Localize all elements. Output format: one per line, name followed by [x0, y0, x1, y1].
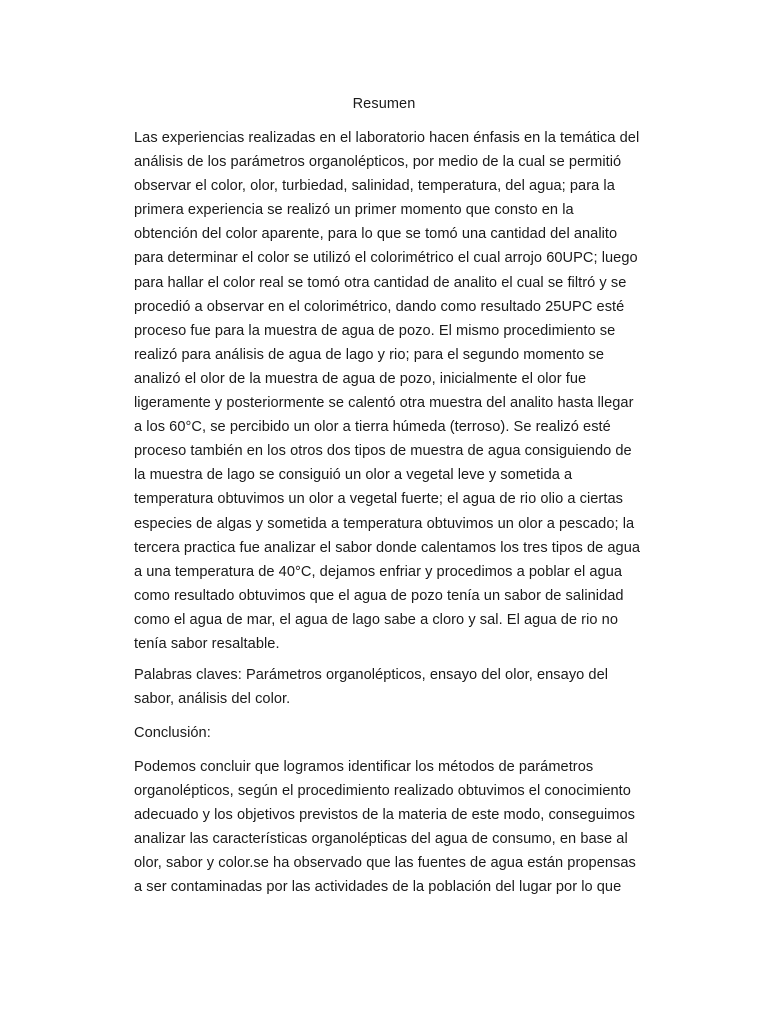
text-line: observar el color, olor, turbiedad, salinidad, temperatura, del agua; para la — [134, 178, 615, 195]
text-line: temperatura obtuvimos un olor a vegetal fuerte; el agua de rio olio a ciertas — [134, 491, 623, 508]
keywords-paragraph — [134, 663, 644, 711]
text-line: tercera practica fue analizar el sabor donde calentamos los tres tipos de agua — [134, 539, 641, 556]
text-line: como resultado obtuvimos que el agua de pozo tenía un sabor de salinidad — [134, 587, 624, 604]
text-line: adecuado y los objetivos previstos de la materia de este modo, conseguimos — [134, 807, 635, 824]
text-line: analizar las características organolépticas del agua de consumo, en base al — [134, 831, 628, 848]
text-line: sabor, análisis del color. — [134, 691, 291, 708]
text-line: primera experiencia se realizó un primer momento que consto en la — [134, 202, 574, 219]
text-line: obtención del color aparente, para lo que se tomó una cantidad del analito — [134, 226, 618, 243]
text-line: a ser contaminadas por las actividades de la población del lugar por lo que — [134, 879, 622, 896]
text-line: para determinar el color se utilizó el colorimétrico el cual arrojo 60UPC; luego — [134, 250, 638, 267]
text-line: a los 60°C, se percibido un olor a tierra húmeda (terroso). Se realizó esté — [134, 419, 611, 436]
text-line: Podemos concluir que logramos identificar los métodos de parámetros — [134, 759, 594, 775]
text-line: la muestra de lago se consiguió un olor a vegetal leve y sometida a — [134, 467, 573, 484]
text-line: analizó el olor de la muestra de agua de pozo, inicialmente el olor fue — [134, 370, 587, 387]
text-line: Las experiencias realizadas en el laboratorio hacen énfasis en la temática del — [134, 130, 640, 146]
text-line: ligeramente y posteriormente se calentó otra muestra del analito hasta llegar — [134, 395, 634, 412]
conclusion-paragraph — [134, 755, 644, 900]
text-line: análisis de los parámetros organolépticos, por medio de la cual se permitió — [134, 154, 622, 171]
text-line: a una temperatura de 40°C, dejamos enfriar y procedimos a poblar el agua — [134, 563, 623, 580]
text-line: Conclusión: — [134, 725, 211, 741]
conclusion-heading — [134, 721, 644, 745]
text-line: para hallar el color real se tomó otra cantidad de analito el cual se filtró y se — [134, 274, 627, 291]
text-line: Palabras claves: Parámetros organolépticos, ensayo del olor, ensayo del — [134, 667, 609, 683]
text-line: tenía sabor resaltable. — [134, 635, 280, 652]
text-line: especies de algas y sometida a temperatura obtuvimos un olor a pescado; la — [134, 515, 635, 532]
text-line: realizó para análisis de agua de lago y rio; para el segundo momento se — [134, 346, 605, 363]
text-line: procedió a observar en el colorimétrico, dando como resultado 25UPC esté — [134, 298, 625, 315]
resumen-paragraph — [134, 126, 644, 656]
text-line: olor, sabor y color.se ha observado que las fuentes de agua están propensas — [134, 855, 636, 872]
text-line: proceso fue para la muestra de agua de pozo. El mismo procedimiento se — [134, 322, 616, 339]
text-line: organolépticos, según el procedimiento realizado obtuvimos el conocimiento — [134, 783, 631, 800]
page-title: Resumen — [352, 96, 416, 112]
text-line: como el agua de mar, el agua de lago sabe a cloro y sal. El agua de rio no — [134, 611, 618, 628]
text-line: proceso también en los otros dos tipos de muestra de agua consiguiendo de — [134, 443, 632, 460]
